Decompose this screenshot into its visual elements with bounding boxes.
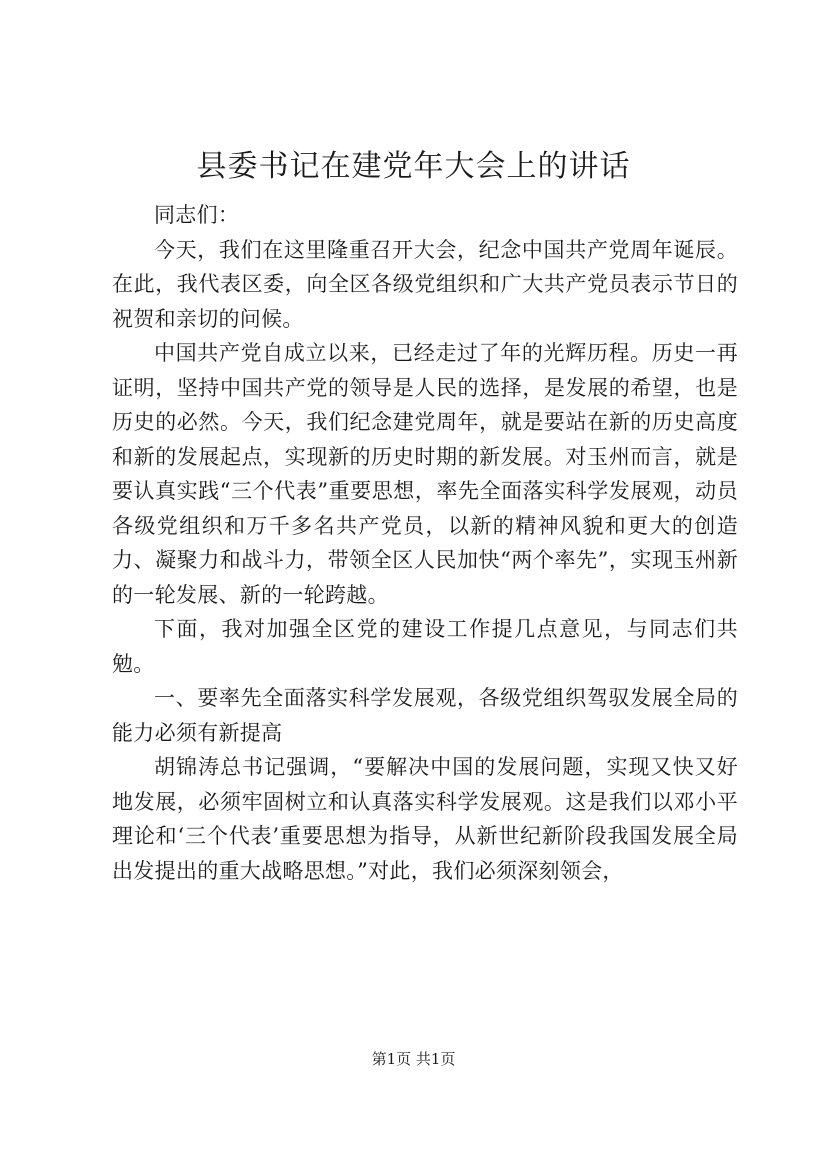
salutation: 同志们： [154, 203, 240, 227]
paragraph-opening: 今天，我们在这里隆重召开大会，纪念中国共产党周年诞辰。在此，我代表区委，向全区各级党组织和广大共产党员表示节日的祝贺和亲切的问候。 [112, 237, 738, 331]
paragraph-transition: 下面，我对加强全区党的建设工作提几点意见，与同志们共勉。 [112, 617, 738, 676]
document-title: 县委书记在建党年大会上的讲话 [196, 149, 631, 184]
paragraph-history: 中国共产党自成立以来，已经走过了年的光辉历程。历史一再证明，坚持中国共产党的领导是人民的选择，是发展的希望，也是历史的必然。今天，我们纪念建党周年，就是要站在新的历史高度和新的发展起点，实现新的历史时期的新发展。对玉州而言，就是要认真实践“三个代表”重要思想，率先全面落实科学发展观，动员各级党组织和万千多名共产党员，以新的精神风貌和更大的创造力、凝聚力和战斗力，带领全区人民加快“两个率先”，实现玉州新的一轮发展、新的一轮跨越。 [112, 341, 738, 607]
paragraph-quote: 胡锦涛总书记强调，“要解决中国的发展问题，实现又快又好地发展，必须牢固树立和认真落实科学发展观。这是我们以邓小平理论和‘三个代表’重要思想为指导，从新世纪新阶段我国发展全局出发提出的重大战略思想。”对此，我们必须深刻领会， [112, 755, 738, 883]
page-footer: 第1页 共1页 [371, 1050, 456, 1068]
section-heading-1: 一、要率先全面落实科学发展观，各级党组织驾驭发展全局的能力必须有新提高 [112, 686, 738, 745]
document-body [112, 198, 738, 888]
